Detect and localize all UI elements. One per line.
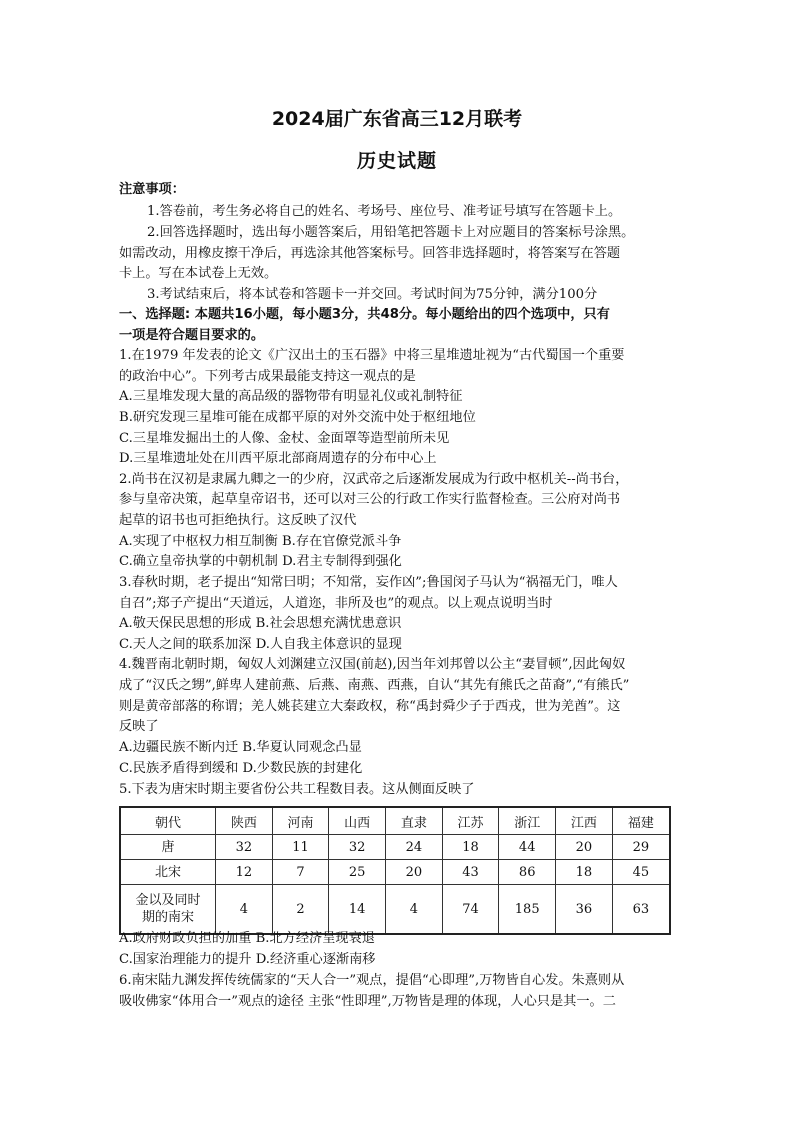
table-row-label: 唐 (120, 835, 216, 860)
question-3-options-cd: C.天人之间的联系加深 D.人自我主体意识的显现 (119, 637, 402, 652)
table-cell: 12 (216, 860, 273, 885)
question-6-stem: 6.南宋陆九渊发挥传统儒家的“天人合一”观点，提倡“心即理”,万物皆自心发。朱熹则从 (119, 973, 625, 988)
table-cell: 2 (272, 885, 329, 935)
table-cell: 29 (612, 835, 670, 860)
table-cell: 7 (272, 860, 329, 885)
table-cell: 86 (499, 860, 556, 885)
table-header-cell: 福建 (612, 807, 670, 835)
question-5-options-ab: A.政府财政负担的加重 B.北方经济呈现衰退 (119, 931, 375, 946)
table-cell: 18 (442, 835, 499, 860)
table-row (120, 860, 670, 885)
question-2-options-ab: A.实现了中枢权力相互制衡 B.存在官僚党派斗争 (119, 534, 402, 549)
table-cell: 14 (329, 885, 386, 935)
question-4-options-ab: A.边疆民族不断内迁 B.华夏认同观念凸显 (119, 740, 362, 755)
table-cell: 20 (386, 860, 443, 885)
question-5-options-cd: C.国家治理能力的提升 D.经济重心逐渐南移 (119, 952, 376, 967)
exam-title: 2024届广东省高三12月联考 (271, 108, 523, 130)
notice-line: 如需改动，用橡皮擦干净后，再选涂其他答案标号。回答非选择题时，将答案写在答题 (119, 246, 621, 261)
table-cell: 20 (556, 835, 613, 860)
table-cell: 63 (612, 885, 670, 935)
question-1-option-d: D.三星堆遗址处在川西平原北部商周遗存的分布中心上 (119, 451, 437, 466)
question-3-options-ab: A.敬天保民思想的形成 B.社会思想充满忧患意识 (119, 616, 402, 631)
notice-line: 2.回答选择题时，选出每小题答案后，用铅笔把答题卡上对应题目的答案标号涂黑。 (147, 225, 635, 240)
question-4-options-cd: C.民族矛盾得到缓和 D.少数民族的封建化 (119, 761, 363, 776)
table-header-cell: 浙江 (499, 807, 556, 835)
question-6-stem: 吸收佛家“体用合一”观点的途径 主张“性即理”,万物皆是理的体现，人心只是其一。二 (119, 994, 616, 1009)
question-2-stem: 起草的诏书也可拒绝执行。这反映了汉代 (119, 513, 357, 528)
table-header-cell: 江苏 (442, 807, 499, 835)
table-row (120, 835, 670, 860)
table-cell: 4 (386, 885, 443, 935)
table-cell: 44 (499, 835, 556, 860)
question-1-stem: 1.在1979 年发表的论文《广汉出土的玉石器》中将三星堆遗址视为“古代蜀国一个重要 (119, 348, 625, 363)
question-3-stem: 3.春秋时期，老子提出“知常曰明；不知常，妄作凶”;鲁国闵子马认为“祸福无门，唯人 (119, 575, 618, 590)
question-1-option-a: A.三星堆发现大量的高品级的器物带有明显礼仪或礼制特征 (119, 389, 463, 404)
table-cell: 18 (556, 860, 613, 885)
table-row-label (120, 885, 216, 935)
table-cell: 45 (612, 860, 670, 885)
question-1-option-b: B.研究发现三星堆可能在成都平原的对外交流中处于枢纽地位 (119, 410, 476, 425)
question-2-stem: 2.尚书在汉初是隶属九卿之一的少府，汉武帝之后逐渐发展成为行政中枢机关--尚书台， (119, 472, 629, 487)
table-cell: 4 (216, 885, 273, 935)
question-4-stem: 4.魏晋南北朝时期，匈奴人刘渊建立汉国(前赵),因当年刘邦曾以公主“妻冒顿”,因此匈奴 (119, 657, 626, 672)
question-4-stem: 反映了 (119, 719, 159, 734)
table-header-row (120, 807, 670, 835)
question-2-options-cd: C.确立皇帝执掌的中朝机制 D.君主专制得到强化 (119, 554, 402, 569)
table-cell: 32 (329, 835, 386, 860)
notice-heading: 注意事项： (119, 182, 185, 197)
table-header-cell: 朝代 (120, 807, 216, 835)
table-cell: 11 (272, 835, 329, 860)
public-works-table (119, 806, 671, 935)
table-row (120, 885, 670, 935)
table-cell: 36 (556, 885, 613, 935)
question-4-stem: 则是黄帝部落的称谓；羌人姚苌建立大秦政权，称“禹封舜少子于西戎，世为羌酋”。这 (119, 699, 621, 714)
question-1-stem: 的政治中心”。下列考古成果最能支持这一观点的是 (119, 369, 416, 384)
question-2-stem: 参与皇帝决策，起草皇帝诏书，还可以对三公的行政工作实行监督检查。三公府对尚书 (119, 492, 621, 507)
table-cell: 185 (499, 885, 556, 935)
table-header-cell: 江西 (556, 807, 613, 835)
table-cell: 74 (442, 885, 499, 935)
section-heading: 一项是符合题目要求的。 (119, 328, 265, 343)
table-cell: 24 (386, 835, 443, 860)
exam-subject: 历史试题 (356, 150, 437, 172)
notice-line: 1.答卷前，考生务必将自己的姓名、考场号、座位号、准考证号填写在答题卡上。 (147, 204, 622, 219)
question-5-stem: 5.下表为唐宋时期主要省份公共工程数目表。这从侧面反映了 (119, 782, 475, 797)
section-heading: 一、选择题: 本题共16小题，每小题3分，共48分。每小题给出的四个选项中，只有 (119, 307, 610, 322)
table-header-cell: 河南 (272, 807, 329, 835)
question-4-stem: 成了“汉氏之甥”,鲜卑人建前燕、后燕、南燕、西燕，自认“其先有熊氏之苗裔”,“有熊氏” (119, 678, 630, 693)
notice-line: 卡上。写在本试卷上无效。 (119, 266, 278, 281)
question-1-option-c: C.三星堆发掘出土的人像、金杖、金面罩等造型前所未见 (119, 431, 450, 446)
table-cell: 43 (442, 860, 499, 885)
table-header-cell: 陕西 (216, 807, 273, 835)
question-3-stem: 自召”;郑子产提出“天道远，人道迩，非所及也”的观点。以上观点说明当时 (119, 596, 553, 611)
table-header-cell: 直隶 (386, 807, 443, 835)
table-cell: 32 (216, 835, 273, 860)
table-header-cell: 山西 (329, 807, 386, 835)
row-label-line: 金以及同时 (135, 893, 201, 908)
row-label-line: 期的南宋 (141, 910, 194, 925)
table-row-label: 北宋 (120, 860, 216, 885)
notice-line: 3.考试结束后，将本试卷和答题卡一并交回。考试时间为75分钟，满分100分 (147, 287, 598, 302)
table-cell: 25 (329, 860, 386, 885)
